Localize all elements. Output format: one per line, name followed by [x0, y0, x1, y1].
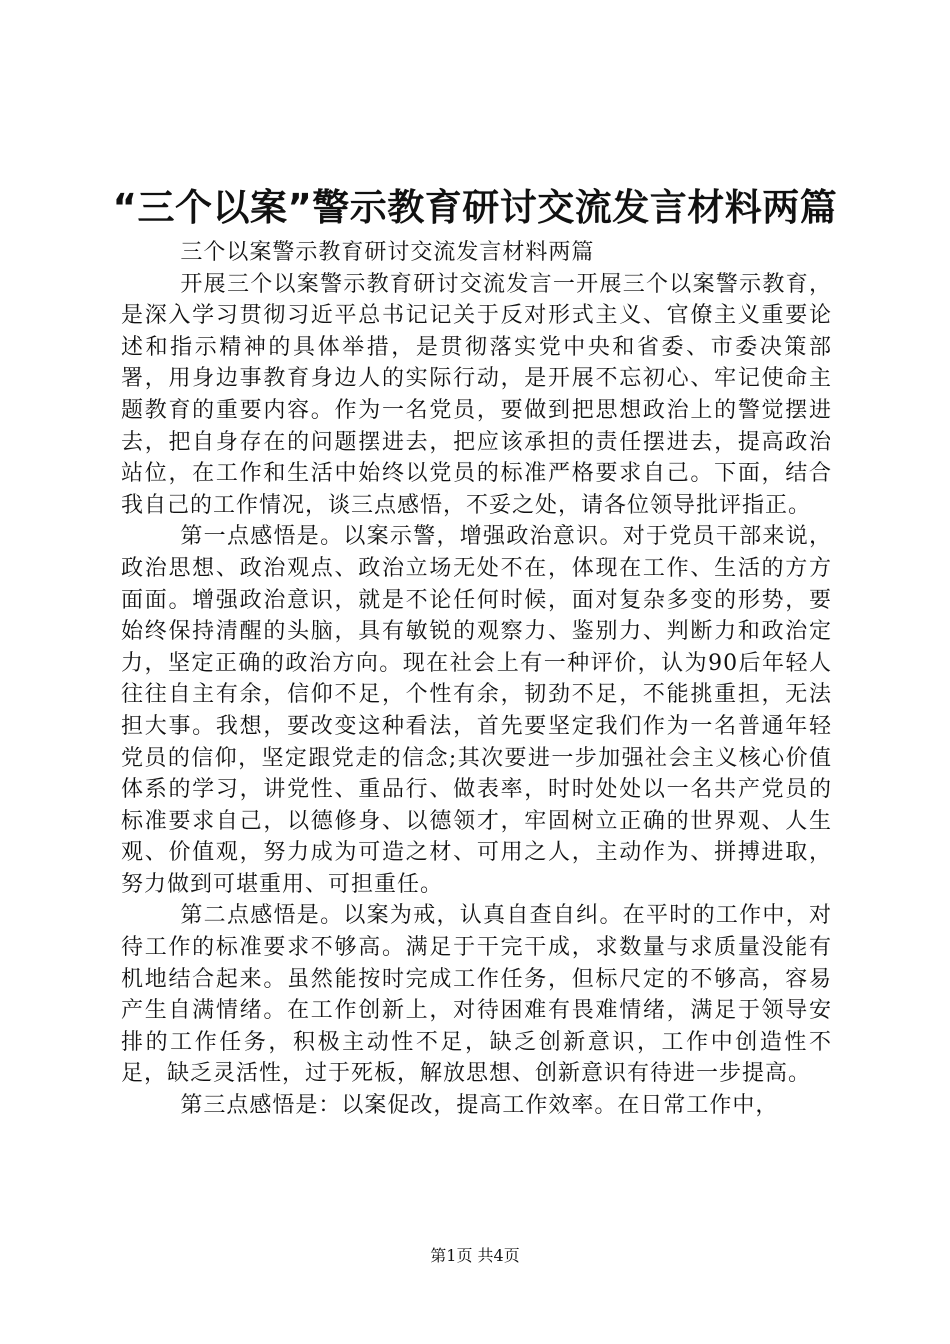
paragraph-point-three: 第三点感悟是：以案促改，提高工作效率。在日常工作中，: [180, 1093, 779, 1119]
document-title: “三个以案”警示教育研讨交流发言材料两篇: [112, 186, 838, 229]
paragraph-point-one: 第一点感悟是。以案示警，增强政治意识。对于党员干部来说，政治思想、政治观点、政治立场无处不在，体现在工作、生活的方方面面。增强政治意识，就是不论任何时候，面对复杂多变的形势，要始终保持清醒的头脑，具有敏锐的观察力、鉴别力、判断力和政治定力，坚定正确的政治方向。现在社会上有一种评价，认为90后年轻人往往自主有余，信仰不足，个性有余，韧劲不足，不能挑重担，无法担大事。我想，要改变这种看法，首先要坚定我们作为一名普通年轻党员的信仰，坚定跟党走的信念;其次要进一步加强社会主义核心价值体系的学习，讲党性、重品行、做表率，时时处处以一名共产党员的标准要求自己，以德修身、以德领才，牢固树立正确的世界观、人生观、价值观，努力成为可造之材、可用之人，主动作为、拼搏进取，努力做到可堪重用、可担重任。: [121, 524, 832, 897]
paragraph-intro: 开展三个以案警示教育研讨交流发言一开展三个以案警示教育，是深入学习贯彻习近平总书记记关于反对形式主义、官僚主义重要论述和指示精神的具体举措，是贯彻落实党中央和省委、市委决策部署，用身边事教育身边人的实际行动，是开展不忘初心、牢记使命主题教育的重要内容。作为一名党员，要做到把思想政治上的警觉摆进去，把自身存在的问题摆进去，把应该承担的责任摆进去，提高政治站位，在工作和生活中始终以党员的标准严格要求自己。下面，结合我自己的工作情况，谈三点感悟，不妥之处，请各位领导批评指正。: [121, 271, 832, 518]
paragraph-point-two: 第二点感悟是。以案为戒，认真自查自纠。在平时的工作中，对待工作的标准要求不够高。满足于干完干成，求数量与求质量没能有机地结合起来。虽然能按时完成工作任务，但标尺定的不够高，容易产生自满情绪。在工作创新上，对待困难有畏难情绪，满足于领导安排的工作任务，积极主动性不足，缺乏创新意识，工作中创造性不足，缺乏灵活性，过于死板，解放思想、创新意识有待进一步提高。: [121, 903, 832, 1087]
document-body: [121, 237, 832, 1122]
paragraph-subtitle: 三个以案警示教育研讨交流发言材料两篇: [180, 240, 595, 265]
page-number-footer: 第1页 共4页: [430, 1246, 520, 1265]
